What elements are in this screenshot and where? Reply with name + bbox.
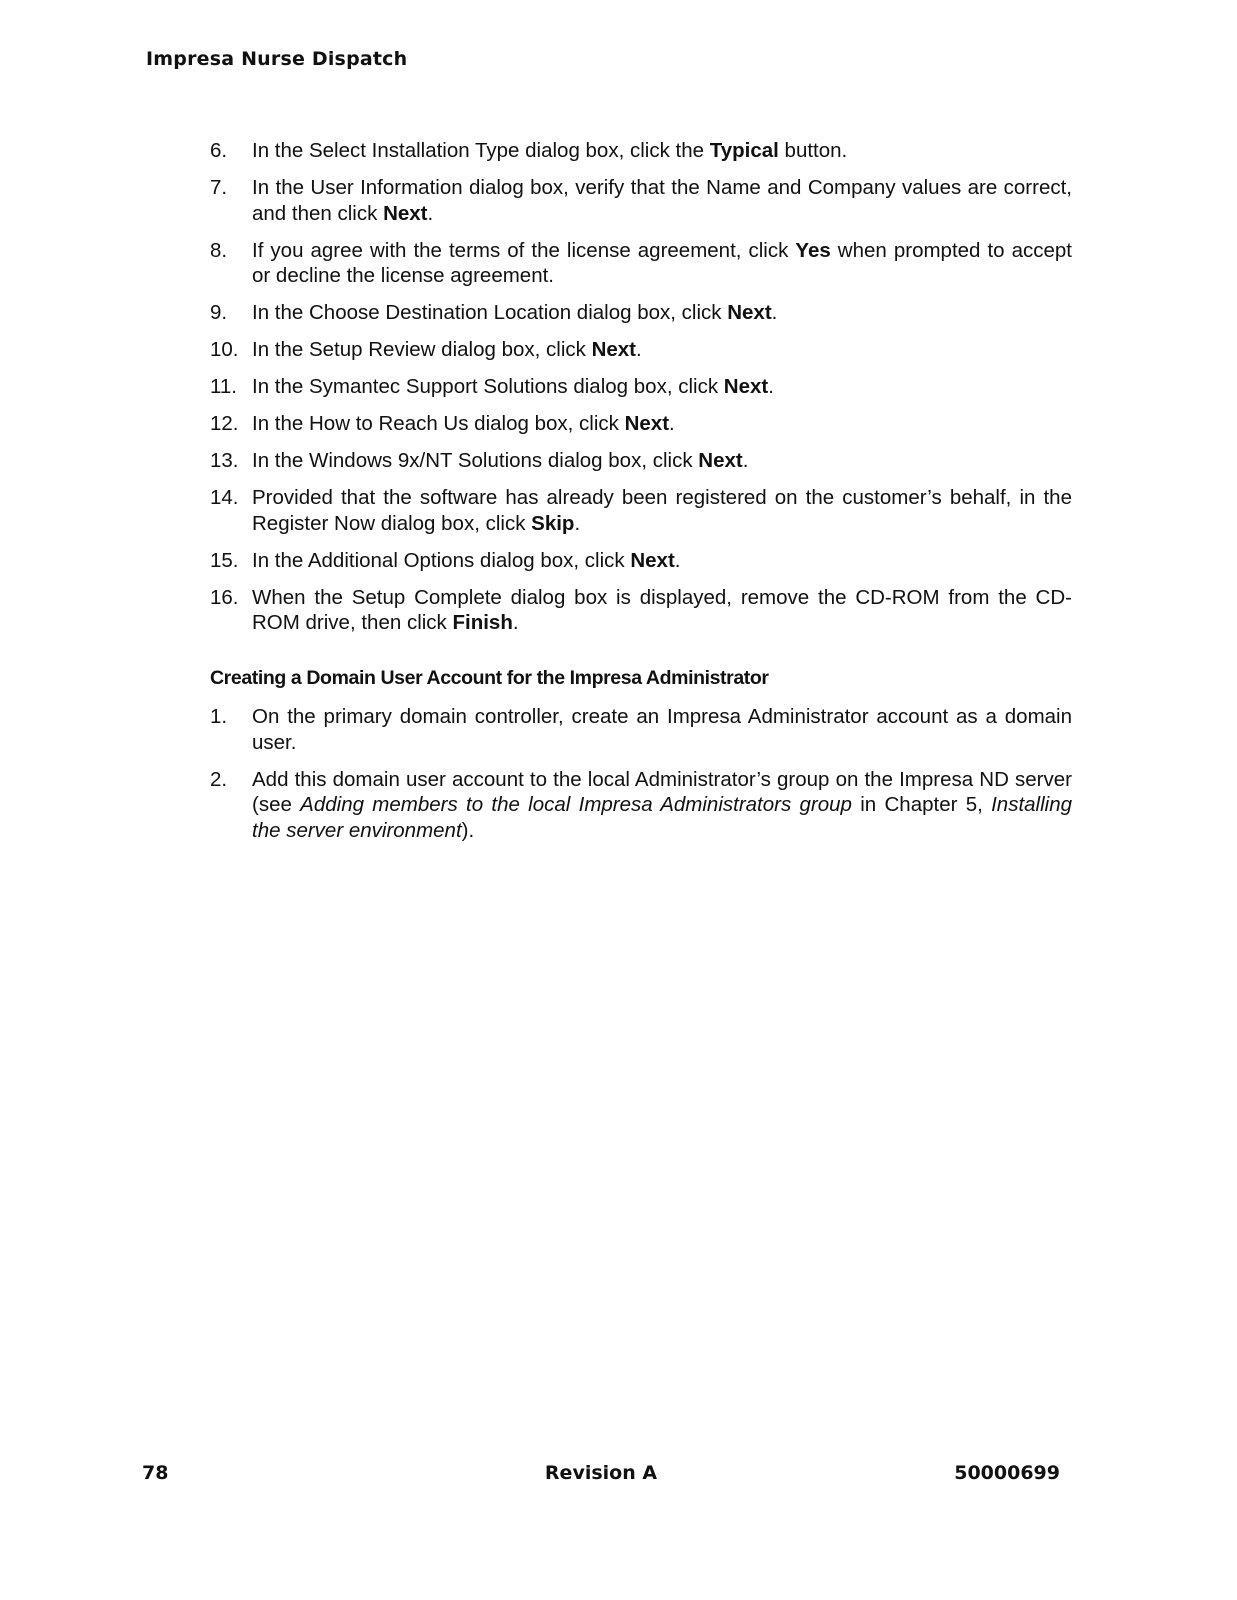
running-footer (142, 1462, 1060, 1486)
ui-term: Next (630, 548, 675, 572)
list-item (210, 300, 1072, 326)
list-item (210, 704, 1072, 755)
text-run: In the Select Installation Type dialog box, click the (252, 139, 710, 162)
text-run: in Chapter 5, (851, 793, 992, 816)
text-run: Add this domain user account to the local Administrator’s group on the Impresa ND server (see (252, 767, 1072, 816)
text-run: . (674, 548, 681, 572)
list-item (210, 485, 1072, 536)
install-steps-list (210, 138, 1072, 636)
text-run: In the User Information dialog box, verify that the Name and Company values are correct, and then click (252, 176, 1072, 225)
list-item-number: 1. (210, 705, 228, 728)
text-run: ). (461, 818, 475, 842)
text-run: When the Setup Complete dialog box is displayed, remove the CD-ROM from the CD-ROM drive, then click (252, 585, 1072, 634)
list-item (210, 175, 1072, 226)
text-run: . (771, 301, 778, 324)
list-item-text (252, 138, 1072, 164)
list-item-number: 10. (210, 338, 239, 361)
list-item-text (252, 175, 1072, 226)
list-item-number: 2. (210, 767, 228, 791)
ui-term: Next (591, 338, 637, 361)
text-run: . (669, 412, 675, 435)
ui-term: Yes (795, 238, 831, 262)
body-text (210, 138, 1072, 855)
list-item-number: 14. (210, 486, 239, 509)
cross-reference: Installing the server environment (252, 793, 1073, 842)
list-item-text (252, 300, 1072, 326)
section-heading: Creating a Domain User Account for the Impresa Administrator (210, 666, 769, 689)
list-item-text (252, 448, 1072, 474)
list-item-number: 16. (210, 585, 239, 609)
running-header: Impresa Nurse Dispatch (146, 48, 408, 70)
text-run: In the How to Reach Us dialog box, click (252, 412, 625, 435)
text-run: In the Symantec Support Solutions dialog box, click (252, 375, 724, 398)
text-run: If you agree with the terms of the license agreement, click (252, 238, 796, 262)
text-run: In the Choose Destination Location dialog box, click (252, 301, 728, 324)
list-item-text (252, 485, 1072, 536)
list-item-number: 8. (210, 238, 228, 262)
list-item (210, 585, 1072, 636)
ui-term: Next (698, 449, 743, 472)
list-item (210, 767, 1072, 844)
list-item-text (252, 704, 1072, 755)
list-item-text (252, 411, 1072, 437)
list-item (210, 337, 1072, 363)
document-number: 50000699 (954, 1462, 1060, 1484)
domain-account-steps-list (210, 704, 1072, 843)
list-item-number: 11. (210, 375, 237, 398)
list-item-number: 15. (210, 548, 239, 572)
ui-term: Next (624, 412, 670, 435)
list-item-text (252, 374, 1072, 400)
list-item-text (252, 767, 1072, 844)
ui-term: Next (383, 201, 428, 225)
list-item-text (252, 548, 1072, 574)
ui-term: Finish (452, 611, 513, 634)
list-item (210, 238, 1072, 289)
text-run: . (636, 338, 642, 361)
list-item (210, 374, 1072, 400)
text-run: button. (778, 139, 848, 162)
list-item-number: 6. (210, 139, 228, 162)
page-number: 78 (142, 1462, 169, 1484)
text-run: . (427, 201, 434, 225)
list-item-number: 7. (210, 176, 228, 199)
text-run: . (768, 375, 774, 398)
text-run: In the Setup Review dialog box, click (252, 338, 592, 361)
list-item-text (252, 337, 1072, 363)
revision-label: Revision A (544, 1462, 658, 1484)
text-run: . (512, 611, 519, 634)
ui-term: Next (723, 375, 769, 398)
text-run: when prompted to accept or decline the license agreement. (252, 238, 1073, 287)
list-item (210, 548, 1072, 574)
list-item-number: 12. (210, 412, 239, 435)
cross-reference: Adding members to the local Impresa Administrators group (300, 793, 852, 816)
text-run: . (742, 449, 749, 472)
text-run: On the primary domain controller, create an Impresa Administrator account as a domain user. (252, 705, 1072, 754)
list-item-number: 9. (210, 301, 228, 324)
ui-term: Skip (531, 511, 575, 535)
list-item (210, 448, 1072, 474)
list-item (210, 138, 1072, 164)
text-run: . (574, 511, 581, 535)
text-run: In the Additional Options dialog box, click (252, 548, 631, 572)
list-item-text (252, 585, 1072, 636)
text-run: Provided that the software has already been registered on the customer’s behalf, in the Register Now dialog box, click (252, 486, 1072, 535)
ui-term: Typical (709, 139, 779, 162)
list-item (210, 411, 1072, 437)
ui-term: Next (727, 301, 772, 324)
list-item-number: 13. (210, 449, 239, 472)
text-run: In the Windows 9x/NT Solutions dialog box, click (252, 449, 699, 472)
list-item-text (252, 238, 1072, 289)
